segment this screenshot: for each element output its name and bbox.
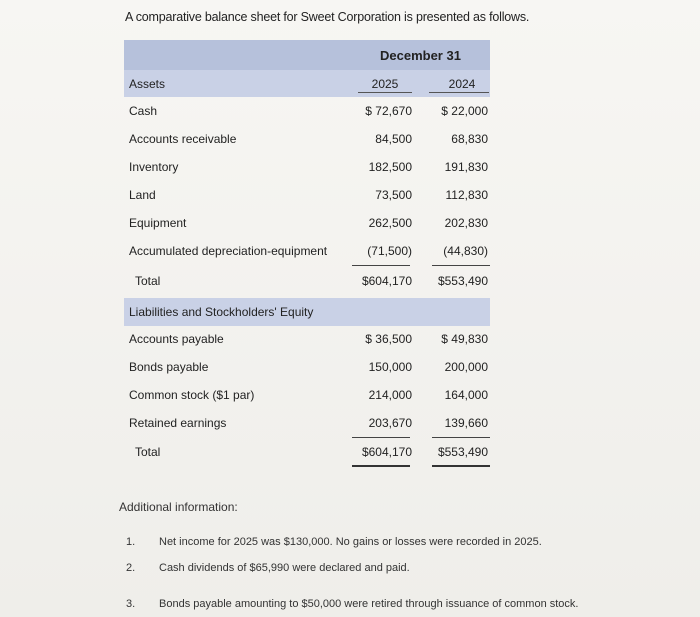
value-2024: 191,830 [444,160,488,174]
row-label: Common stock ($1 par) [129,388,255,402]
value-2025: 203,670 [368,416,412,430]
column-2024-header: 2024 [448,77,476,91]
liabilities-heading-row [124,298,490,326]
table-row [124,102,490,122]
value-2024: $ 49,830 [441,332,488,346]
value-2025: 73,500 [375,188,412,202]
subtotal-rule [432,265,490,266]
table-row [124,214,490,234]
row-label: Accounts receivable [129,132,237,146]
list-item [124,598,694,616]
value-2025: (71,500) [367,244,412,258]
value-2024: 202,830 [444,216,488,230]
additional-info-heading: Additional information: [119,500,238,514]
row-label: Equipment [129,216,187,230]
value-2024: (44,830) [443,244,488,258]
value-2025: $604,170 [361,274,412,288]
value-2024: 139,660 [444,416,488,430]
table-row [124,130,490,150]
note-number: 2. [126,562,136,574]
total-double-rule [352,465,410,467]
table-row [124,358,490,378]
note-number: 1. [126,536,136,548]
value-2025: 84,500 [375,132,412,146]
value-2024: 200,000 [444,360,488,374]
table-row [124,330,490,350]
value-2024: 68,830 [451,132,488,146]
table-row [124,158,490,178]
row-label: Land [129,188,156,202]
value-2025: 262,500 [368,216,412,230]
table-row [124,414,490,434]
table-row [124,186,490,206]
total-double-rule [432,465,490,467]
assets-heading: Assets [129,77,166,91]
liabilities-heading: Liabilities and Stockholders' Equity [129,305,314,319]
value-2025: $604,170 [361,445,412,459]
subtotal-rule [352,265,410,266]
row-label: Inventory [129,160,179,174]
row-label: Accumulated depreciation-equipment [129,244,328,258]
note-number: 3. [126,598,136,610]
row-label: Total [135,274,161,288]
table-header-columns [124,70,490,97]
note-text: Cash dividends of $65,990 were declared and paid. [159,562,410,574]
assets-total-row [124,272,490,292]
row-label: Retained earnings [129,416,227,430]
note-text: Net income for 2025 was $130,000. No gains or losses were recorded in 2025. [159,536,542,548]
table-header-period [124,40,490,70]
row-label: Total [135,445,161,459]
column-2025-header: 2025 [371,77,399,91]
value-2025: 150,000 [368,360,412,374]
liabilities-total-row [124,443,490,463]
value-2024: $553,490 [437,274,488,288]
value-2025: $ 36,500 [365,332,412,346]
list-item [124,536,694,554]
subtotal-rule [352,437,410,438]
row-label: Accounts payable [129,332,224,346]
column-rule [429,92,489,93]
table-row [124,386,490,406]
period-header: December 31 [380,48,461,63]
column-rule [358,92,412,93]
row-label: Cash [129,104,158,118]
value-2025: 214,000 [368,388,412,402]
note-text: Bonds payable amounting to $50,000 were retired through issuance of common stock. [159,598,579,610]
value-2024: 164,000 [444,388,488,402]
subtotal-rule [432,437,490,438]
balance-sheet-table [124,40,490,459]
table-row [124,242,490,262]
value-2025: 182,500 [368,160,412,174]
value-2025: $ 72,670 [365,104,412,118]
row-label: Bonds payable [129,360,209,374]
value-2024: $ 22,000 [441,104,488,118]
list-item [124,562,694,580]
value-2024: $553,490 [437,445,488,459]
intro-text: A comparative balance sheet for Sweet Corporation is presented as follows. [125,10,530,24]
value-2024: 112,830 [445,188,488,202]
